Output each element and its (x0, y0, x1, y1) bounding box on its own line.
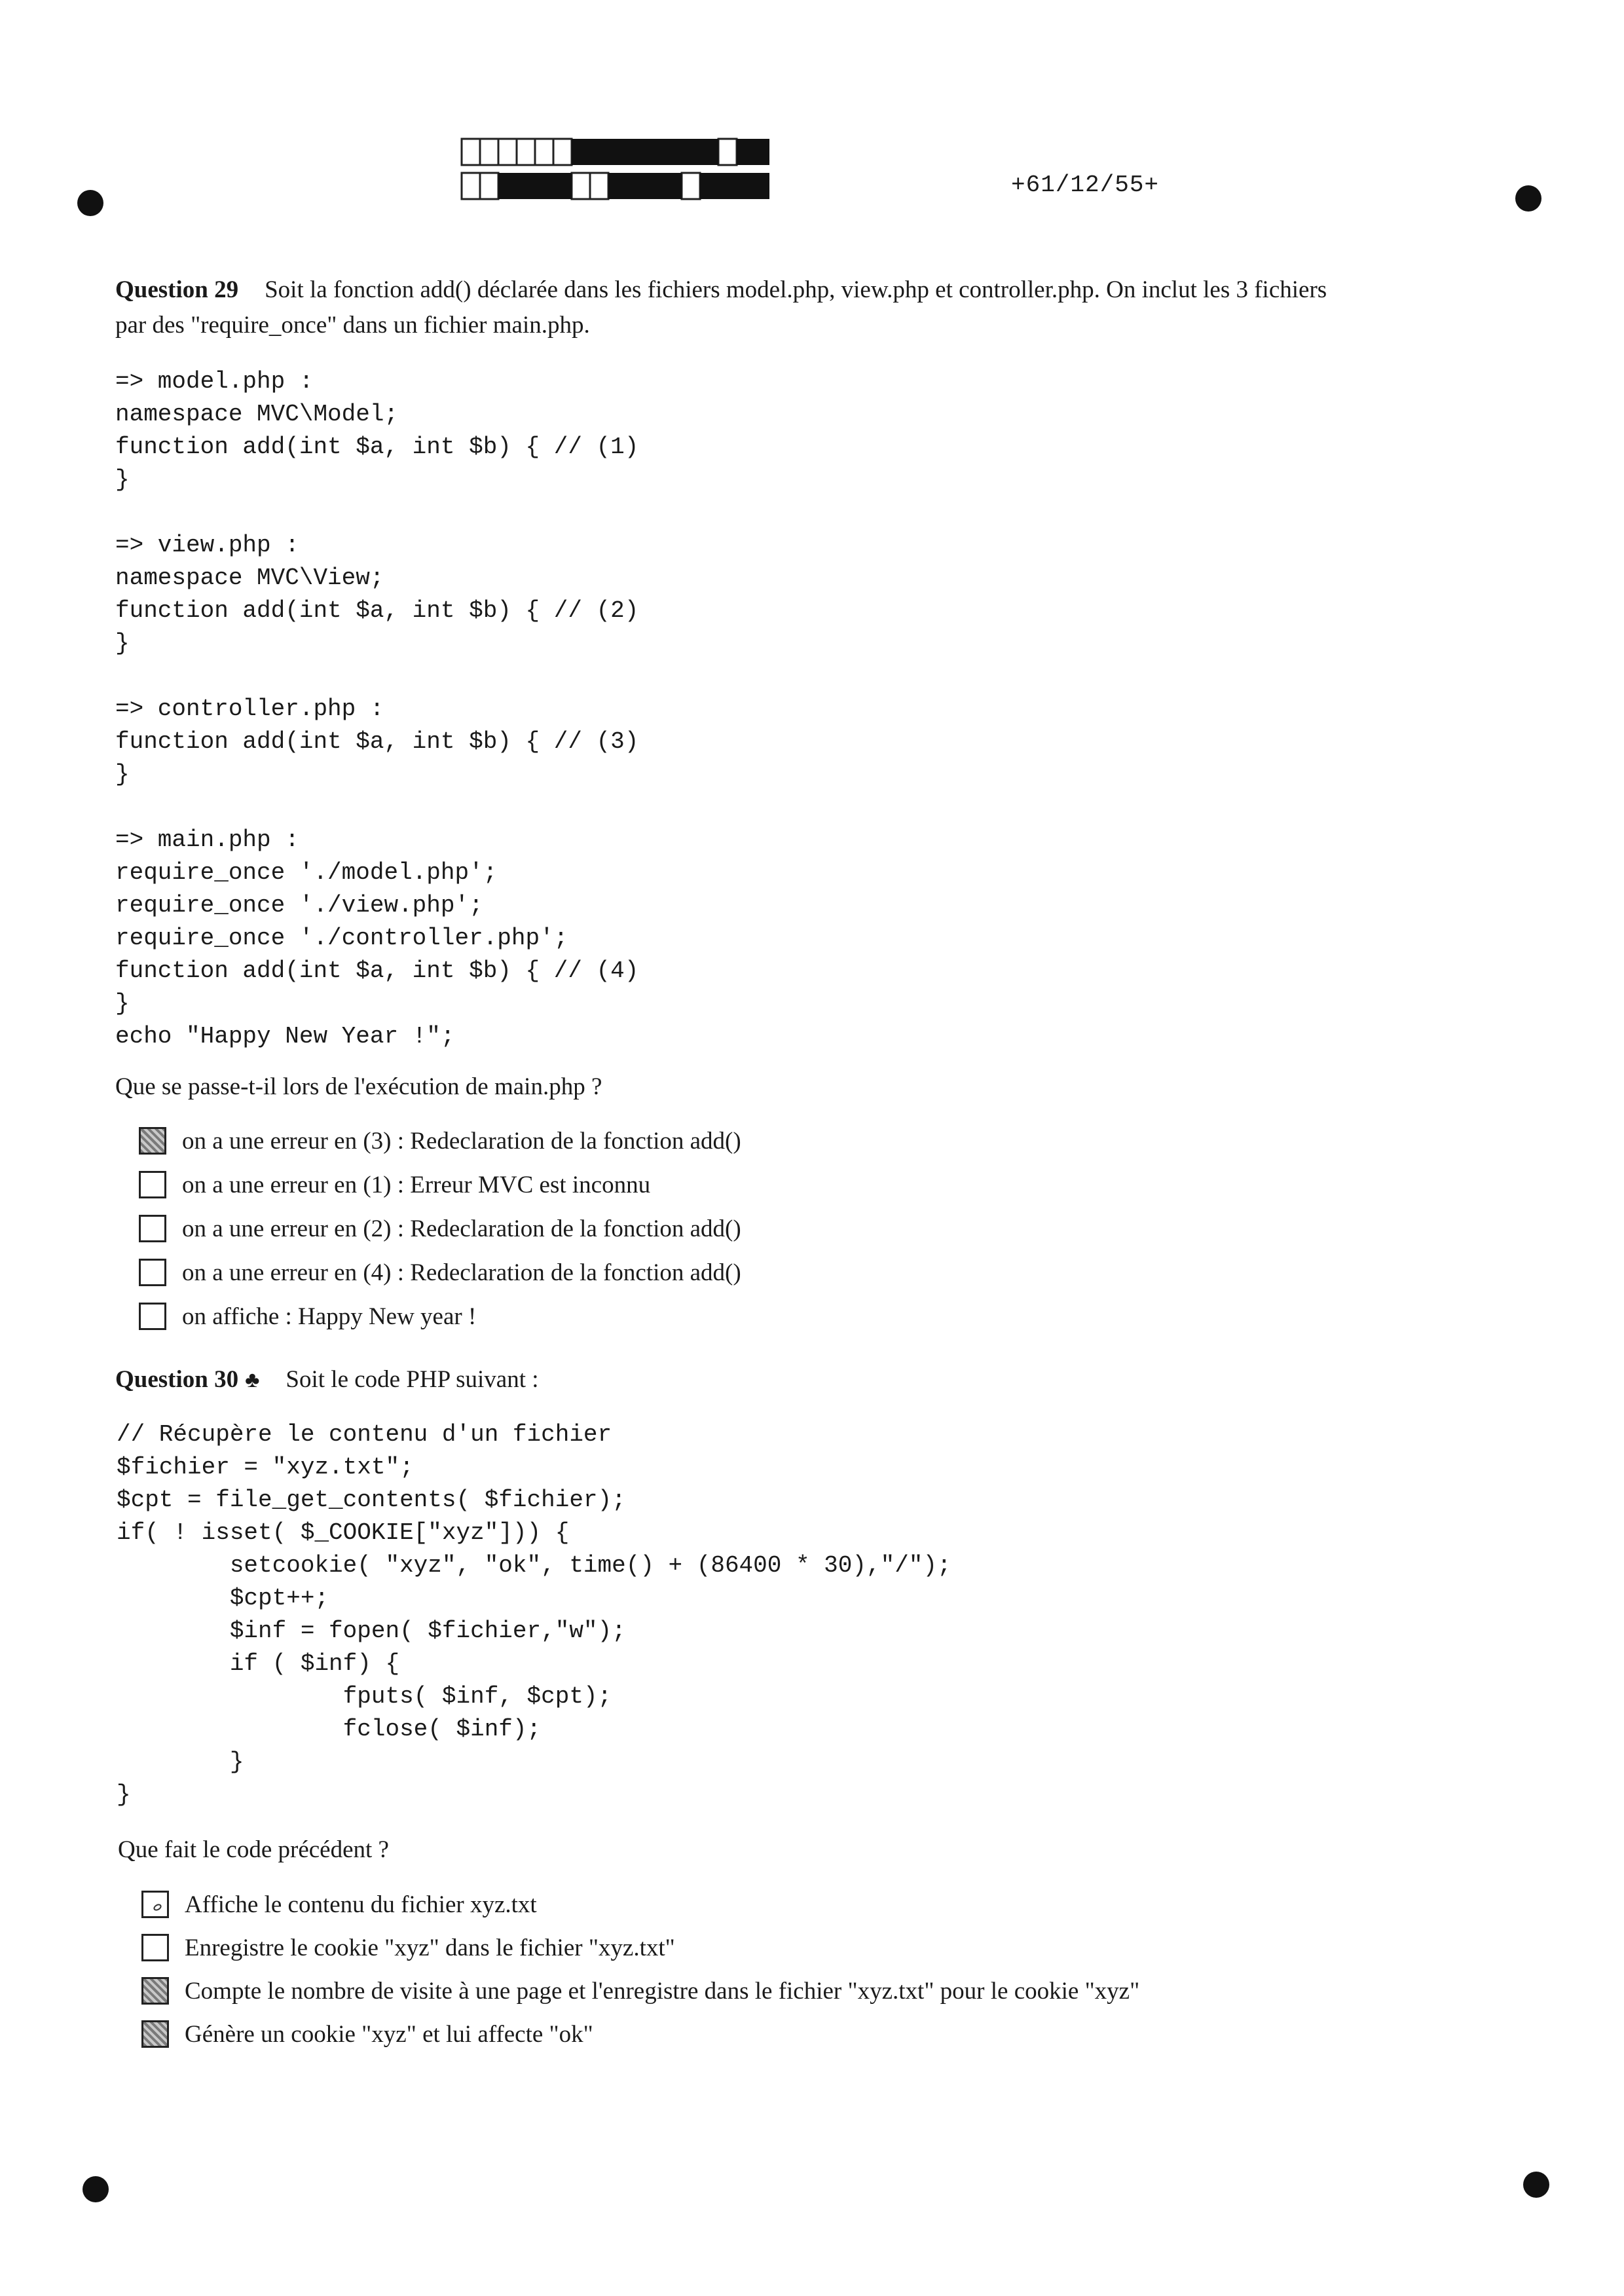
page-identifier: +61/12/55+ (1011, 172, 1160, 198)
q29-checkbox-3[interactable] (139, 1215, 166, 1242)
question-29-number: Question 29 (115, 276, 239, 303)
q30-choice-3[interactable] (141, 1971, 1139, 2010)
q29-choice-label-1: on a une erreur en (3) : Redeclaration de la fonction add() (182, 1127, 741, 1155)
question-30-number: Question 30 (115, 1366, 239, 1393)
q29-choice-4[interactable] (139, 1253, 741, 1292)
q30-choice-2[interactable] (141, 1928, 675, 1967)
question-29-prompt: Que se passe-t-il lors de l'exécution de main.php ? (115, 1073, 602, 1100)
q30-checkbox-3[interactable] (141, 1977, 169, 2005)
q29-checkbox-4[interactable] (139, 1259, 166, 1286)
question-29-header (115, 272, 1517, 343)
q29-choice-1[interactable] (139, 1121, 741, 1160)
q29-choice-label-5: on affiche : Happy New year ! (182, 1303, 477, 1330)
q29-choice-5[interactable] (139, 1297, 476, 1336)
q29-checkbox-2[interactable] (139, 1171, 166, 1198)
q30-choice-label-4: Génère un cookie "xyz" et lui affecte "ok" (185, 2020, 593, 2048)
q29-checkbox-1[interactable] (139, 1127, 166, 1155)
question-29-text-line2: par des "require_once" dans un fichier main.php. (115, 312, 590, 339)
q30-choice-label-2: Enregistre le cookie "xyz" dans le fichier "xyz.txt" (185, 1934, 675, 1961)
q30-choice-4[interactable] (141, 2014, 593, 2054)
barcode (460, 138, 771, 200)
q29-checkbox-5[interactable] (139, 1303, 166, 1330)
q29-choice-label-3: on a une erreur en (2) : Redeclaration de la fonction add() (182, 1215, 741, 1242)
question-29-code: => model.php : namespace MVC\Model; function add(int $a, int $b) { // (1) } => view.php : namespace MVC\View; function add(int $a, int $b) { // (2) } => controller.php : function add(int $a, int $b) { // (3) } => main.php : require_once './model.php'; require_once './view.php'; require_once './controller.php'; function add(int $a, int $b) { // (4) } echo "Happy New Year !"; (115, 368, 639, 1050)
q30-choice-label-1: Affiche le contenu du fichier xyz.txt (185, 1891, 537, 1918)
q29-choice-3[interactable] (139, 1209, 741, 1248)
question-30-header (115, 1362, 1517, 1398)
corner-mark-top-right (1515, 185, 1541, 212)
corner-mark-bottom-left (83, 2176, 109, 2202)
question-29-text-line1: Soit la fonction add() déclarée dans les fichiers model.php, view.php et controller.php. On inclut les 3 fichiers (265, 276, 1327, 303)
q29-choice-label-4: on a une erreur en (4) : Redeclaration de la fonction add() (182, 1259, 741, 1286)
q30-checkbox-1[interactable] (141, 1891, 169, 1918)
q29-choice-2[interactable] (139, 1165, 650, 1204)
question-30-text: Soit le code PHP suivant : (286, 1366, 539, 1393)
q30-checkbox-2[interactable] (141, 1934, 169, 1961)
q30-checkbox-4[interactable] (141, 2020, 169, 2048)
corner-mark-top-left (77, 190, 103, 216)
q30-choice-label-3: Compte le nombre de visite à une page et l'enregistre dans le fichier "xyz.txt" pour le cookie "xyz" (185, 1977, 1140, 2005)
q30-choice-1[interactable] (141, 1885, 537, 1924)
club-icon: ♣ (245, 1368, 260, 1392)
q29-choice-label-2: on a une erreur en (1) : Erreur MVC est inconnu (182, 1171, 651, 1198)
question-30-code: // Récupère le contenu d'un fichier $fichier = "xyz.txt"; $cpt = file_get_contents( $fichier); if( ! isset( $_COOKIE["xyz"])) { setcookie( "xyz", "ok", time() + (86400 * 30),"/"); $cpt++; $inf = fopen( $fichier,"w"); if ( $inf) { fputs( $inf, $cpt); fclose( $inf); } } (117, 1421, 951, 1808)
corner-mark-bottom-right (1523, 2172, 1549, 2198)
question-30-prompt: Que fait le code précédent ? (118, 1836, 389, 1863)
